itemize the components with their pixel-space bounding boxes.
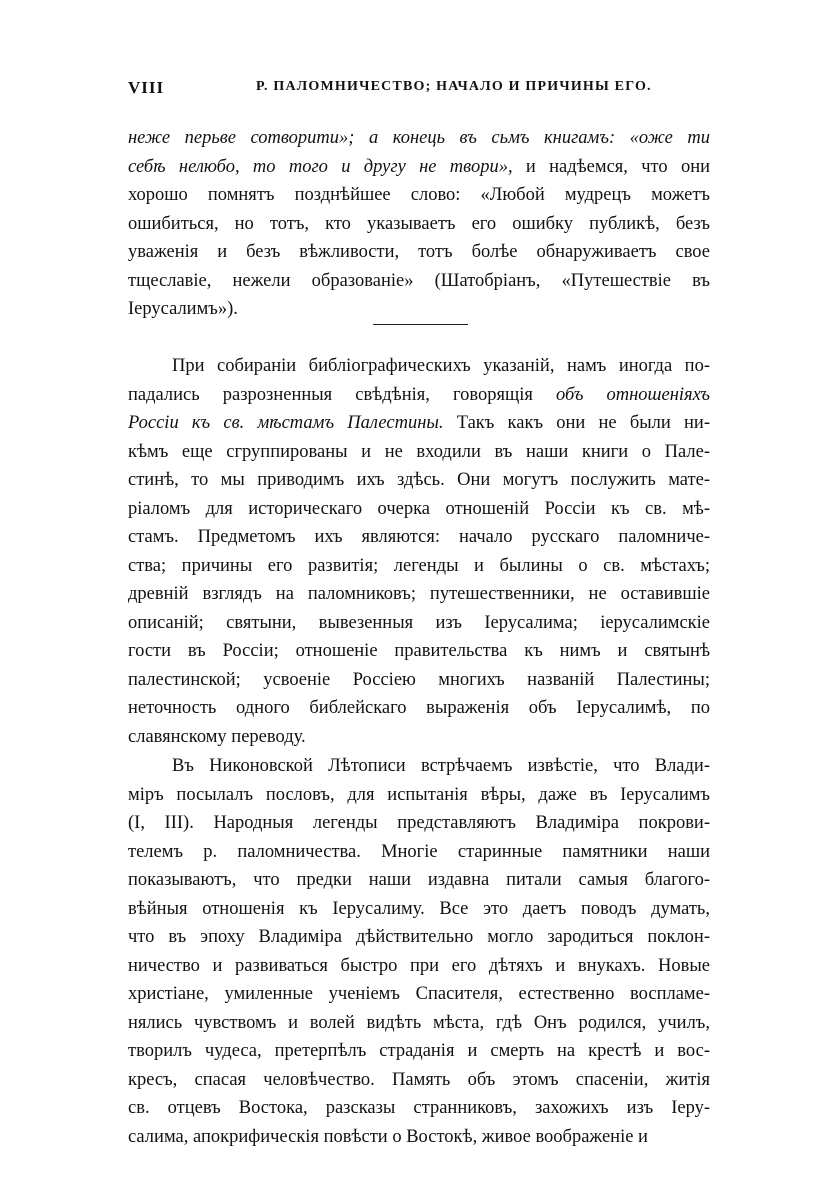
text-run: что въ эпоху Владиміра дѣйствительно могло зародиться поклон- [128,927,710,947]
text-line [128,781,710,810]
text-run: , и надѣемся, что они [507,156,710,177]
text-run: падались разрозненныя свѣдѣнія, говорящія [128,384,556,405]
paragraph-nikon-chronicle [128,752,710,1151]
text-run: гости въ Россіи; отношеніе правительства къ нимъ и святынѣ [128,641,710,661]
text-run: Іерусалимъ»). [128,299,238,319]
text-run: ничество и развиваться быстро при его дѣтяхъ и внукахъ. Новые [128,955,710,976]
text-run: св. отцевъ Востока, разсказы странниковъ, захожихъ изъ Іеру- [128,1098,710,1118]
text-run: При собираніи библіографическихъ указаній, намъ иногда по- [172,356,710,376]
text-line [128,580,710,609]
text-line [128,381,710,410]
text-line [128,838,710,867]
text-run: описаній; святыни, вывезенныя изъ Іерусалима; іерусалимскіе [128,612,710,633]
page-header [128,78,710,102]
text-run: стамъ. Предметомъ ихъ являются: начало русскаго паломниче- [128,527,710,547]
text-line [128,1009,710,1038]
text-run: показываютъ, что предки наши издавна питали самыя благого- [128,870,710,890]
text-run: ріаломъ для историческаго очерка отношеній Россіи къ св. мѣ- [128,498,710,519]
text-run: палестинской; усвоеніе Россіею многихъ названій Палестины; [128,669,710,690]
section-divider [373,324,468,325]
italic-run: Россіи къ св. мѣстамъ Палестины. [128,413,444,433]
text-run: вѣйныя отношенія къ Іерусалиму. Все это даетъ поводъ думать, [128,898,710,919]
text-line [128,609,710,638]
italic-run: себѣ нелюбо, то того и другу не твори» [128,156,508,177]
text-line [128,523,710,552]
text-run: міръ посылалъ пословъ, для испытанія вѣры, даже въ Іерусалимъ [128,784,710,805]
text-line [128,466,710,495]
text-run: нялись чувствомъ и волей видѣть мѣста, гдѣ Онъ родился, училъ, [128,1012,710,1033]
closing-paragraph [128,124,710,324]
running-title: Р. ПАЛОМНИЧЕСТВО; НАЧАЛО И ПРИЧИНЫ ЕГО. [256,79,652,94]
text-run: ства; причины его развитія; легенды и былины о св. мѣстахъ; [128,555,710,576]
text-line [128,409,710,438]
text-line [128,352,710,381]
text-run: хорошо помнятъ позднѣйшее слово: «Любой мудрецъ можетъ [128,185,710,205]
text-line [128,895,710,924]
text-line [128,438,710,467]
text-line [128,666,710,695]
text-run: (I, III). Народныя легенды представляютъ Владиміра покрови- [128,813,710,833]
text-line [128,952,710,981]
text-run: салима, апокрифическія повѣсти о Востокѣ, живое воображеніе и [128,1126,648,1147]
text-line [128,295,710,324]
text-line [128,923,710,952]
text-run: стинѣ, то мы приводимъ ихъ здѣсь. Они могутъ послужить мате- [128,470,710,490]
text-run: уваженія и безъ вѣжливости, тотъ болѣе обнаруживаетъ свое [128,242,710,262]
text-run: славянскому переводу. [128,726,306,747]
text-line [128,1123,710,1152]
italic-run: неже перьве сотворити»; а конець въ сьмъ книгамъ: «оже ти [128,128,710,148]
text-run: кресъ, спасая человѣчество. Память объ этомъ спасеніи, житія [128,1069,710,1090]
text-line [128,637,710,666]
text-run: неточность одного библейскаго выраженія объ Іерусалимѣ, по [128,698,710,718]
text-run: телемъ р. паломничества. Многіе старинные памятники наши [128,841,710,862]
text-line [128,809,710,838]
text-line [128,694,710,723]
text-line [128,181,710,210]
italic-run: объ отношеніяхъ [555,384,711,405]
text-line [128,866,710,895]
text-run: древній взглядъ на паломниковъ; путешественники, не оставившіе [128,584,710,604]
text-run: творилъ чудеса, претерпѣлъ страданія и смерть на крестѣ и вос- [128,1041,710,1061]
text-line [128,752,710,781]
text-line [128,1094,710,1123]
text-run: Въ Никоновской Лѣтописи встрѣчаемъ извѣстіе, что Влади- [172,756,710,776]
text-line [128,980,710,1009]
text-run: тщеславіе, нежели образованіе» (Шатобріанъ, «Путешествіе въ [128,270,710,291]
text-line [128,153,710,182]
text-run: кѣмъ еще сгруппированы и не входили въ наши книги о Пале- [128,441,710,462]
text-line [128,1066,710,1095]
text-line [128,1037,710,1066]
text-run: ошибиться, но тотъ, кто указываетъ его ошибку публикѣ, безъ [128,213,710,234]
text-line [128,552,710,581]
text-run: Такъ какъ они не были ни- [443,413,710,433]
text-line [128,124,710,153]
text-line [128,210,710,239]
text-line [128,723,710,752]
paragraph-intro [128,352,710,751]
page-number: VIII [128,78,165,97]
text-line [128,495,710,524]
text-run: христіане, умиленные ученіемъ Спасителя, естественно воспламе- [128,984,710,1004]
text-line [128,238,710,267]
text-line [128,267,710,296]
